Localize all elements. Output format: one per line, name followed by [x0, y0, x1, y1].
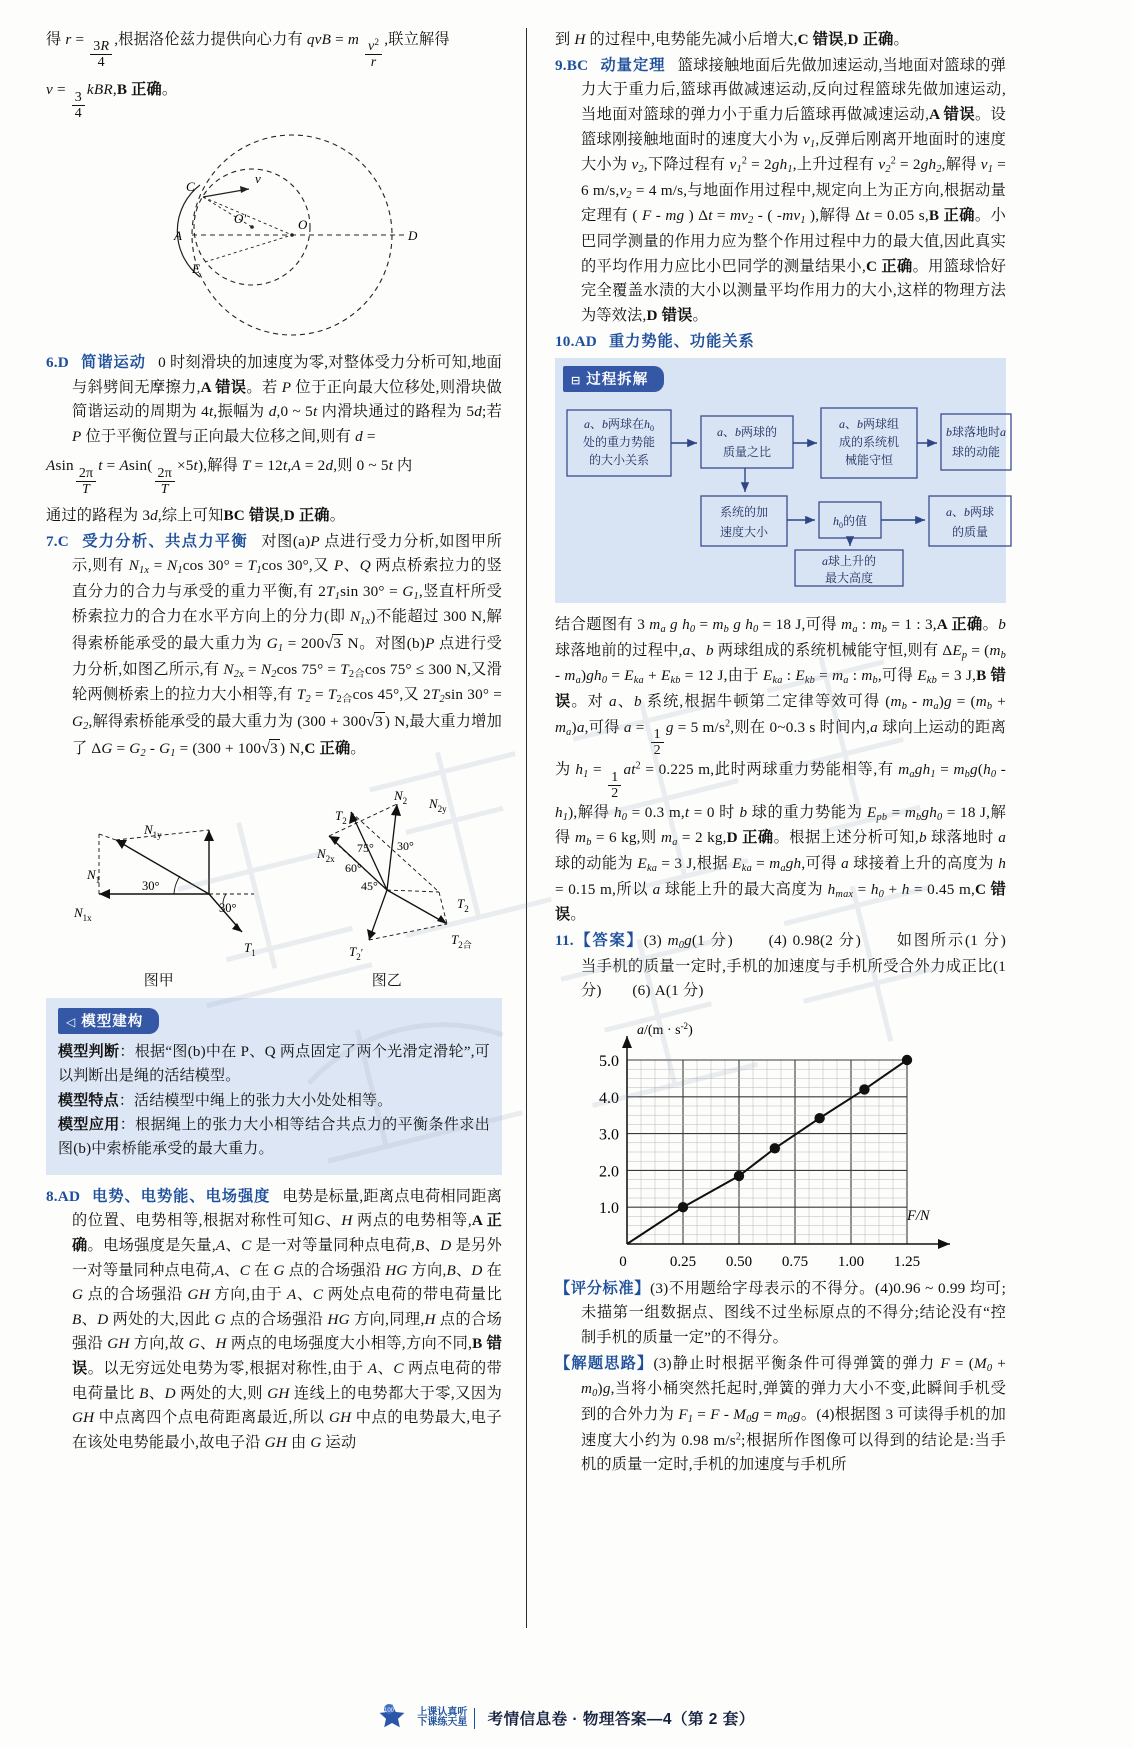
q9-topic: 动量定理: [600, 56, 666, 74]
svg-text:30°: 30°: [218, 901, 237, 916]
svg-text:30°: 30°: [141, 879, 160, 894]
model-item-1: 模型特点：活结模型中绳上的张力大小处处相等。: [58, 1092, 393, 1109]
svg-text:械能守恒: 械能守恒: [844, 453, 894, 468]
answer-item-7: 7.C 受力分析、共点力平衡 对图(a)P 点进行受力分析,如图甲所示,则有 $N_{1x} = N_1\cos$ $30^\circ = T_1\cos$ 30°,又 P、Q 两点桥索拉力的竖直分力的合力与承受的重力平衡,有 $2T_1\sin$ $30^\circ = G_1$,竖直杆所受桥索拉力的合力在水平方向上的分力(即 $N_{1x}$)不能超过 300 N,解得索桥能承受的最大重力为 $G_1 = 200√3$ N。对图(b)P 点进行受力分析,如图乙所示,有 $N_{2x} = N_2\cos$ 75° = T2合cos 75° ≤ 300 N,又滑轮两侧桥索上的拉力大小相等,有 $T_2 = T2$合cos 45°,又 $2T_2\sin$ $30^\circ = G_2$,解得索桥能承受的最大重力为 (300 + 300√3 ) N,最大重力增加了 $\Delta G = G_2 - G_1 = (300 + 100√3$ ) N,C 正确。: [46, 532, 503, 759]
q5-continuation-line2: v = $\frac{3}{4}$ kBR,B 正确。: [46, 81, 178, 121]
svg-text:质量之比: 质量之比: [722, 445, 772, 460]
right-column: [526, 28, 1037, 1628]
svg-text:O′: O′: [234, 210, 247, 226]
svg-text:3.0: 3.0: [599, 1126, 619, 1144]
svg-text:N1y: $N_{1y}$: [143, 822, 162, 841]
q7-answer: C: [57, 532, 69, 550]
svg-text:球的动能: 球的动能: [951, 445, 1001, 460]
svg-text:0.50: 0.50: [725, 1253, 753, 1270]
page-footer: [0, 1701, 1132, 1735]
svg-text:成的系统机: 成的系统机: [838, 435, 900, 450]
svg-text:1.0: 1.0: [599, 1199, 619, 1217]
svg-text:75°: 75°: [357, 841, 375, 856]
figure-yi: [279, 772, 494, 990]
q11-answer-label: 【答案】: [573, 931, 644, 949]
svg-text:处的重力势能: 处的重力势能: [582, 435, 656, 450]
answer-item-10-header: [555, 330, 1006, 355]
svg-text:O: O: [298, 216, 308, 232]
q11-number: 11.: [555, 931, 574, 949]
answer-item-6: 6.D 简谐运动 0 时刻滑块的加速度为零,对整体受力分析可知,地面与斜劈间无摩擦力,A 错误。若 P 位于正向最大位移处,则滑块做简谐运动的周期为 4t,振幅为 d,0 ~ 5t 内滑块通过的路程为 5d;若 P 位于平衡位置与正向最大位移之间,则有 d =: [46, 353, 503, 445]
figure-jia-caption: 图甲: [143, 973, 174, 990]
svg-text:T2合: $T_{2合}$: [451, 932, 472, 951]
svg-text:30°: 30°: [397, 839, 415, 854]
svg-text:0.75: 0.75: [781, 1253, 809, 1270]
svg-text:a、b两球: a、b两球: [945, 505, 995, 520]
svg-text:a球上升的: a球上升的: [821, 554, 877, 569]
svg-text:N1x: $N_{1x}$: [73, 905, 92, 924]
svg-text:a、b两球组: a、b两球组: [838, 417, 900, 432]
q10-number: 10.: [555, 332, 575, 350]
svg-text:a、b两球的: a、b两球的: [716, 425, 778, 440]
svg-text:T1: $T_1$: [243, 940, 256, 959]
svg-text:系统的加: 系统的加: [719, 505, 769, 520]
svg-text:60°: 60°: [345, 861, 363, 876]
force-diagram-row: [46, 772, 502, 990]
footer-slogan: 上课认真听 下课练天星: [417, 1708, 475, 1729]
model-box-label: ◁ 模型建构: [58, 1008, 159, 1034]
process-flowchart: [563, 398, 1015, 588]
rubric-block: 【评分标准】(3)不用题给字母表示的不得分。(4)0.96 ~ 0.99 均可;未描第一组数据点、图线不过坐标原点的不得分;结论没有“控制手机的质量一定”的不得分。: [555, 1279, 1006, 1347]
q5-continuation-line1: 得 r = $\frac{3R}{4}$ ,根据洛伦兹力提供向心力有 qvB = m $\frac{v^2}{r}$ ,联立解得: [46, 31, 450, 71]
process-box-label: ⊟ 过程拆解: [563, 366, 664, 392]
svg-text:T2: $T_2$: [335, 808, 347, 827]
two-column-body: [46, 28, 1086, 1628]
q7-number: 7.: [46, 532, 58, 550]
svg-text:N1: $N_1$: [86, 867, 100, 886]
svg-text:T2: $T_2$: [457, 896, 469, 915]
figure-yi-caption: 图乙: [371, 973, 402, 990]
svg-text:h0的值: $h_0$的值: [832, 514, 868, 531]
svg-text:T2′: $T_2'$: [349, 944, 364, 963]
svg-text:1.25: 1.25: [893, 1253, 921, 1270]
chart-x-axis-label: F/N: [907, 1207, 930, 1224]
q6-answer: D: [57, 353, 69, 371]
q8-answer: AD: [57, 1187, 81, 1205]
model-item-0: 模型判断：根据“图(b)中在 P、Q 两点固定了两个光滑定滑轮”,可以判断出是绳的活结模型。: [58, 1044, 490, 1084]
svg-text:1.00: 1.00: [837, 1253, 865, 1270]
svg-text:v: v: [255, 170, 261, 186]
svg-text:A: A: [174, 227, 182, 243]
svg-text:D: D: [408, 227, 418, 243]
svg-text:的大小关系: 的大小关系: [588, 453, 650, 468]
chart-y-axis-label: $a/(m \cdot s^{-2})$: [637, 1020, 693, 1038]
answer-item-11: 11.【答案】(3) $m_0g(1$ 分) (4) 0.98(2 分) 如图所示(1 分) 当手机的质量一定时,手机的加速度与手机所受合外力成正比(1 分) (6) A(1 分): [555, 931, 1037, 1000]
svg-text:b球落地时a: b球落地时a: [945, 425, 1007, 440]
q8-topic: 电势、电势能、电场强度: [92, 1187, 271, 1205]
q6-topic: 简谐运动: [81, 353, 147, 371]
rubric-label: 【评分标准】: [555, 1279, 651, 1297]
q9-number: 9.: [555, 56, 567, 74]
figure-jia: [54, 772, 264, 990]
left-column: [46, 28, 526, 1628]
svg-text:E: E: [192, 260, 200, 276]
svg-text:45°: 45°: [361, 879, 379, 894]
q10-explanation: 结合题图有 3 $m_a$ g $h_0 = m_b$ g $h_0 = 18$ J,可得 $m_a$ : $m_b = 1$ : 3,A 正确。b 球落地前的过程中,a、b 两球组成的系统机械能守恒,则有 $\Delta E_p = (m_b - m_a)gh_0 = E_{ka} + E_{kb} = 12$ J,由于 $E_{ka}$ : $E_{kb} = m_a$ : $m_b$,可得 $E_{kb} = 3$ J,B 错误。对 a、b 系统,根据牛顿第二定律等效可得 $(m_b - m_a)g = (m_b + m_a)a$,可得 a = $\frac{1}{2}$ g = 5 $m/s^2$,则在 0~0.3 s 时间内,a 球向上运动的距离为 $h_1$ = $\frac{1}{2}$ $at^2 = 0.225$ m,此时两球重力势能相等,有 $m_agh_1 = m_bg(h_0 - h_1)$,解得 $h_0 = 0.3$ m,t = 0 时 b 球的重力势能为 $E_{pb} = m_bgh_0 = 18$ J,解得 $m_b = 6$ kg,则 $m_a = 2$ kg,D 正确。根据上述分析可知,b 球落地时 a 球的动能为 $E_{ka} = 3$ J,根据 $E_{ka} = m_agh$,可得 a 球接着上升的高度为 h = 0.15 m,所以 a 球能上升的最大高度为 $h_{max} = h_0 + h = 0.45$ m,C 错误。: [555, 616, 1006, 924]
idea-label: 【解题思路】: [555, 1354, 654, 1372]
svg-text:最大高度: 最大高度: [824, 571, 874, 586]
q8-continuation: 到 H 的过程中,电势能先减小后增大,C 错误,D 正确。: [555, 31, 909, 48]
footer-title: 考情信息卷 · 物理答案—4（第 2 套）: [487, 1711, 755, 1728]
svg-text:速度大小: 速度大小: [719, 525, 769, 540]
acceleration-force-chart: [555, 1008, 1006, 1275]
figure-circular-motion: [46, 127, 502, 347]
svg-text:的质量: 的质量: [951, 525, 989, 540]
svg-text:0: 0: [619, 1253, 627, 1270]
answer-item-9: 9.BC 动量定理 篮球接触地面后先做加速运动,当地面对篮球的弹力大于重力后,篮球再做减速运动,反向过程篮球先做加速运动,当地面对篮球的弹力小于重力后篮球再做减速运动,A 错误。设篮球刚接触地面时的速度大小为 $v_1$,反弹后刚离开地面时的速度大小为 $v_2$,下降过程有 $v_1^2 = 2gh_1$,上升过程有 $v_2^2 = 2gh_2$,解得 $v_1 = 6$ $m/s,v_2 = 4$ m/s,与地面作用过程中,规定向上为正方向,根据动量定理有 ( F - mg ) $\Delta t = mv_2$ - ( $-mv_1$ ),解得 Δt = 0.05 s,B 正确。小巴同学测量的作用力应为整个作用过程中力的最大值,因此真实的平均作用力应比小巴同学的测量结果小,C 正确。用篮球恰好完全覆盖水渍的大小以测量平均作用力的大小,这样的物理方法为等效法,D 错误。: [555, 56, 1007, 324]
q8-number: 8.: [46, 1187, 58, 1205]
svg-text:N2y: $N_{2y}$: [429, 796, 447, 815]
answer-item-8: 8.AD 电势、电势能、电场强度 电势是标量,距离点电荷相同距离的位置、电势相等,根据对称性可知G、H 两点的电势相等,A 正确。电场强度是矢量,A、C 是一对等量同种点电荷,B、D 是另外一对等量同种点电荷,A、C 在 G 点的合场强沿 HG 方向,B、D 在 G 点的合场强沿 GH 方向,由于 A、C 两处点电荷的带电荷量比 B、D 两处的大,因此 G 点的合场强沿 HG 方向,同理,H 点的合场强沿 GH 方向,故 G、H 两点的电场强度大小相等,方向不同,B 错误。以无穷远处电势为零,根据对称性,由于 A、C 两点电荷的带电荷量比 B、D 两处的大,则 GH 连线上的电势都大于零,又因为 GH 中点离四个点电荷距离最近,所以 GH 中点的电势最大,电子在该处电势能最小,故电子沿 GH 由 G 运动: [46, 1187, 503, 1451]
svg-text:2.0: 2.0: [599, 1163, 619, 1181]
svg-text:0.25: 0.25: [669, 1253, 697, 1270]
q7-topic: 受力分析、共点力平衡: [82, 532, 249, 550]
q9-answer: BC: [566, 56, 589, 74]
svg-text:N2x: $N_{2x}$: [317, 846, 335, 865]
q10-topic: 重力势能、功能关系: [608, 332, 755, 350]
svg-text:a、b两球在h0: a、b两球在$h_0$: [583, 417, 655, 434]
q10-answer: AD: [574, 332, 597, 350]
svg-text:C: C: [186, 178, 195, 194]
process-breakdown-box: [555, 358, 1006, 603]
solution-idea-block: 【解题思路】(3)静止时根据平衡条件可得弹簧的弹力 $F = (M_0 + m_0)g$,当将小桶突然托起时,弹簧的弹力大小不变,此瞬间手机受到的合外力为 $F_1 = F - M_0g = m_0g$。(4)根据图 3 可读得手机的加速度大小约为 0.98 $m/s^2$;根据所作图像可以得到的结论是:当手机的质量一定时,手机的加速度与手机所: [555, 1354, 1006, 1474]
svg-text:N2: $N_2$: [394, 788, 408, 807]
star-logo-icon: [377, 1701, 407, 1735]
svg-text:100: 100: [384, 1708, 395, 1714]
model-construction-box: [46, 998, 502, 1174]
svg-text:4.0: 4.0: [599, 1089, 619, 1107]
q6-formula-tail: 通过的路程为 3d,综上可知BC 错误,D 正确。: [46, 506, 346, 524]
q6-formula-line: Asin $\frac{2\pi}{T}$ t = Asin( $\frac{2\pi}{T}$ ×5t),解得 T = 12t,A = 2d,则 0 ~ 5t 内: [46, 457, 413, 497]
q6-number: 6.: [46, 353, 58, 371]
model-item-2: 模型应用：根据绳上的张力大小相等结合共点力的平衡条件求出图(b)中索桥能承受的最大重力。: [58, 1117, 490, 1158]
svg-text:5.0: 5.0: [599, 1052, 619, 1070]
